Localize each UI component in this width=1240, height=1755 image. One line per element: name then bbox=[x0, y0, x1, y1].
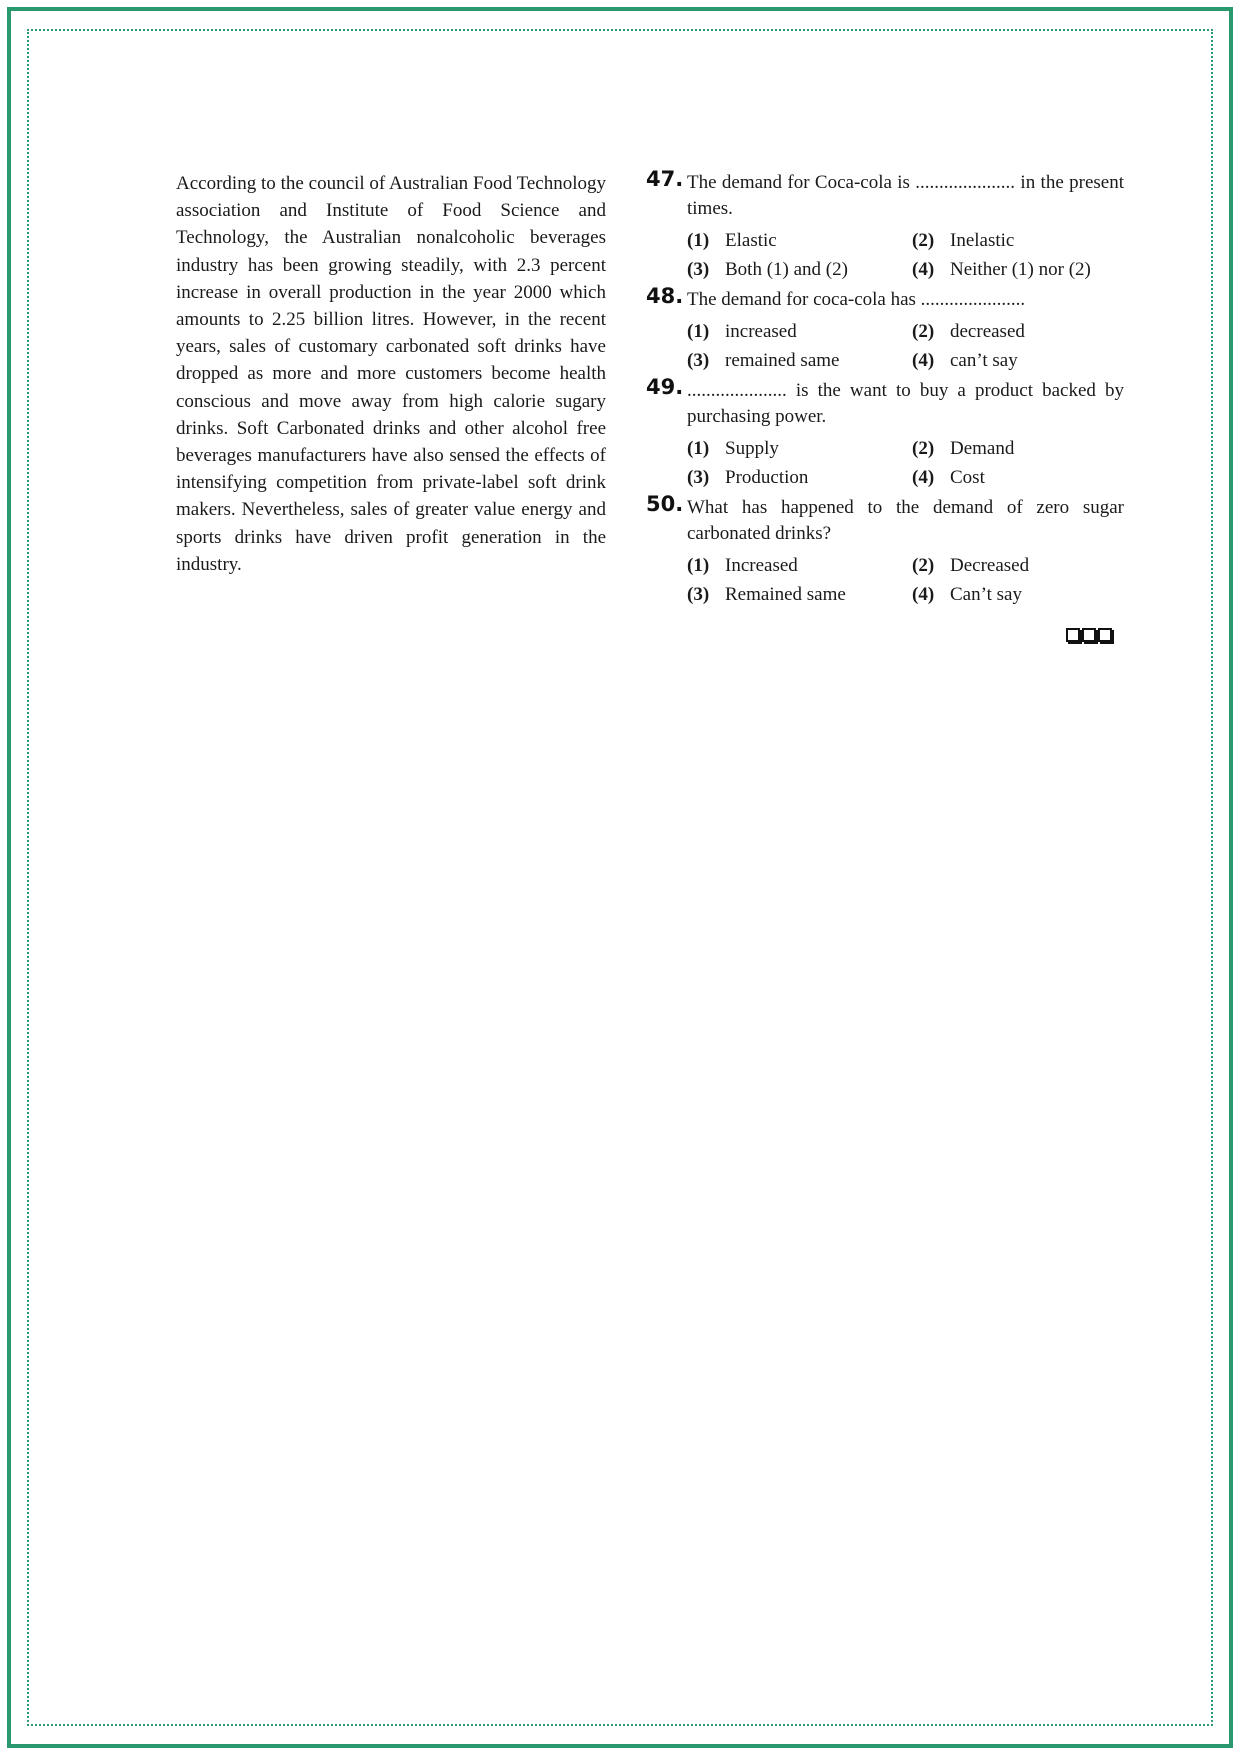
option-number: (1) bbox=[687, 555, 710, 576]
end-of-section-mark bbox=[1066, 628, 1112, 642]
option-3 bbox=[687, 582, 912, 608]
option-text: Remained same bbox=[725, 584, 846, 605]
option-number: (4) bbox=[912, 350, 935, 371]
option-number: (3) bbox=[687, 467, 710, 488]
option-number: (1) bbox=[687, 438, 710, 459]
question-49 bbox=[646, 375, 1124, 491]
option-1 bbox=[687, 319, 912, 345]
option-2 bbox=[912, 553, 1125, 579]
option-3 bbox=[687, 257, 912, 283]
option-text: remained same bbox=[725, 350, 840, 371]
question-number: 47. bbox=[646, 167, 684, 191]
option-4 bbox=[912, 348, 1125, 374]
question-48 bbox=[646, 284, 1124, 374]
option-1 bbox=[687, 436, 912, 462]
question-text: The demand for Coca-cola is ..................... in the present times. bbox=[687, 172, 1124, 219]
question-number: 48. bbox=[646, 284, 684, 308]
question-50 bbox=[646, 492, 1124, 608]
option-text: Demand bbox=[950, 438, 1015, 459]
option-number: (2) bbox=[912, 438, 935, 459]
option-number: (2) bbox=[912, 321, 935, 342]
option-text: Production bbox=[725, 467, 809, 488]
option-text: Cost bbox=[950, 467, 985, 488]
question-number: 49. bbox=[646, 375, 684, 399]
option-number: (3) bbox=[687, 259, 710, 280]
option-grid bbox=[687, 319, 1124, 374]
option-number: (4) bbox=[912, 259, 935, 280]
option-text: can’t say bbox=[950, 350, 1018, 371]
option-number: (2) bbox=[912, 555, 935, 576]
comprehension-passage: According to the council of Australian Food Technology association and Institute of Food Science and Technology, the Australian nonalcoholic beverages industry has been growing steadily, with 2.3 percent increase in overall production in the year 2000 which amounts to 2.25 billion litres. However, in the recent years, sales of customary carbonated soft drinks have dropped as more and more customers become health conscious and move away from high calorie sugary drinks. Soft Carbonated drinks and other alcohol free beverages manufacturers have also sensed the effects of intensifying competition from private-label soft drink makers. Nevertheless, sales of greater value energy and sports drinks have driven profit generation in the industry. bbox=[176, 173, 606, 575]
option-text: Neither (1) nor (2) bbox=[950, 259, 1091, 280]
square-icon bbox=[1098, 628, 1112, 642]
option-text: increased bbox=[725, 321, 797, 342]
option-number: (4) bbox=[912, 467, 935, 488]
square-icon bbox=[1066, 628, 1080, 642]
square-icon bbox=[1082, 628, 1096, 642]
option-3 bbox=[687, 465, 912, 491]
option-text: Both (1) and (2) bbox=[725, 259, 848, 280]
option-number: (4) bbox=[912, 584, 935, 605]
option-number: (3) bbox=[687, 584, 710, 605]
option-4 bbox=[912, 465, 1125, 491]
option-number: (2) bbox=[912, 230, 935, 251]
option-number: (1) bbox=[687, 230, 710, 251]
question-text: The demand for coca-cola has ...................... bbox=[687, 289, 1026, 310]
option-3 bbox=[687, 348, 912, 374]
option-text: Can’t say bbox=[950, 584, 1022, 605]
option-number: (1) bbox=[687, 321, 710, 342]
option-4 bbox=[912, 582, 1125, 608]
option-1 bbox=[687, 553, 912, 579]
question-number: 50. bbox=[646, 492, 684, 516]
question-text: ..................... is the want to buy a product backed by purchasing power. bbox=[687, 380, 1124, 427]
option-2 bbox=[912, 436, 1125, 462]
option-grid bbox=[687, 228, 1124, 283]
option-grid bbox=[687, 436, 1124, 491]
option-text: Inelastic bbox=[950, 230, 1015, 251]
option-text: decreased bbox=[950, 321, 1025, 342]
option-2 bbox=[912, 228, 1125, 254]
option-text: Increased bbox=[725, 555, 798, 576]
option-1 bbox=[687, 228, 912, 254]
question-47 bbox=[646, 167, 1124, 283]
option-text: Decreased bbox=[950, 555, 1030, 576]
option-grid bbox=[687, 553, 1124, 608]
option-number: (3) bbox=[687, 350, 710, 371]
option-text: Elastic bbox=[725, 230, 777, 251]
question-list bbox=[646, 167, 1124, 612]
option-4 bbox=[912, 257, 1125, 283]
option-text: Supply bbox=[725, 438, 779, 459]
option-2 bbox=[912, 319, 1125, 345]
question-text: What has happened to the demand of zero sugar carbonated drinks? bbox=[687, 497, 1124, 544]
